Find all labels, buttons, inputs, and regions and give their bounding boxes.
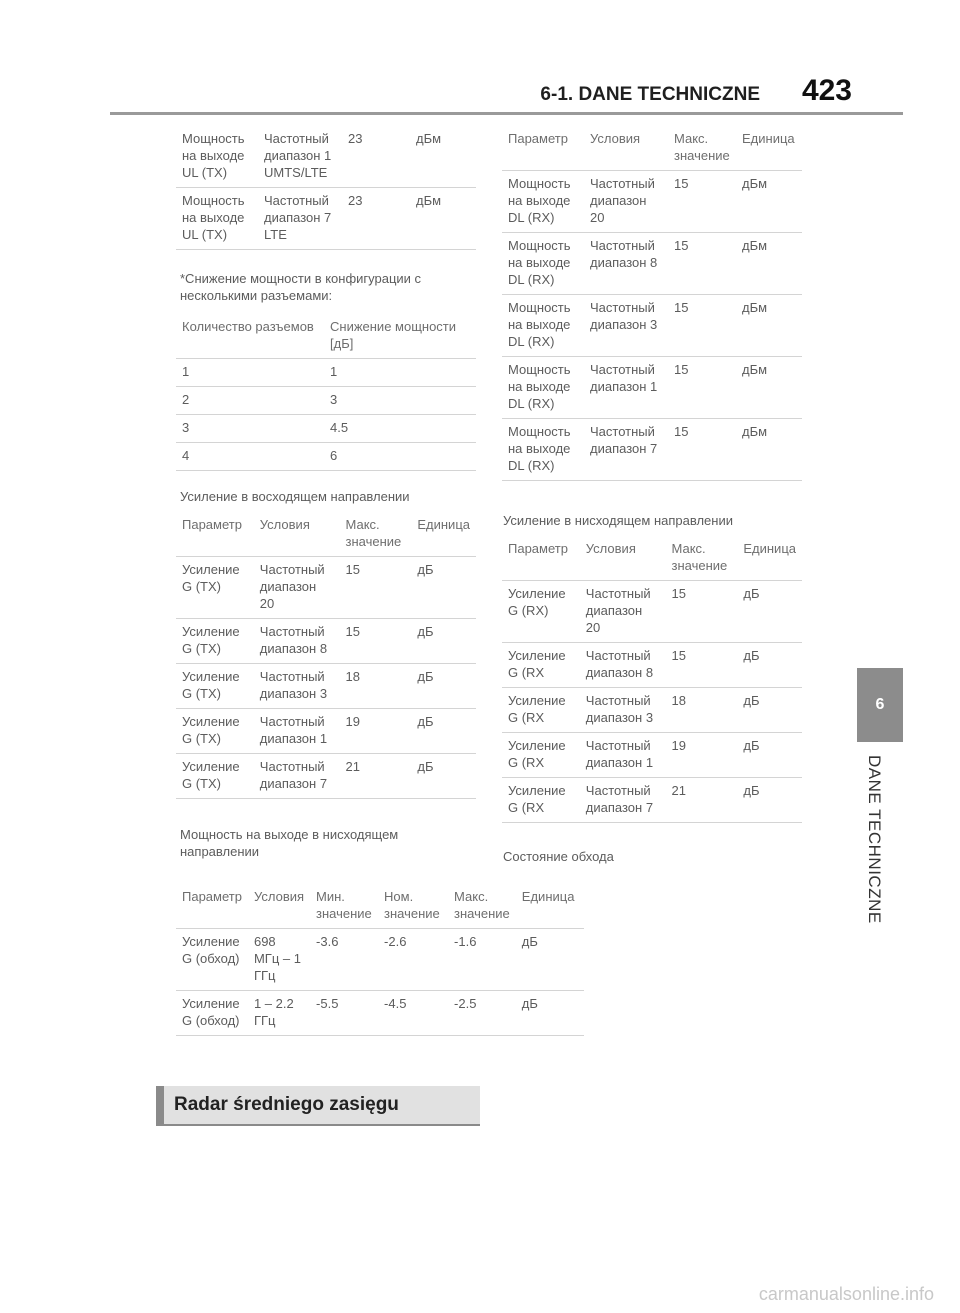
chapter-label: DANE TECHNICZNE — [865, 755, 884, 924]
chapter-number: 6 — [875, 696, 885, 713]
table-cell: Усиление G (TX) — [176, 709, 254, 754]
table-header-row — [502, 536, 802, 581]
column-header: Макс. значение — [448, 884, 516, 929]
table-cell: 698 МГц – 1 ГГц — [248, 929, 310, 991]
column-header: Условия — [248, 884, 310, 929]
section-heading-box — [156, 1086, 480, 1126]
table-cell: Усиление G (TX) — [176, 664, 254, 709]
table-row — [502, 419, 802, 481]
section-heading: Radar średniego zasięgu — [174, 1094, 399, 1115]
column-header: Единица — [516, 884, 584, 929]
table-cell: дБм — [410, 126, 476, 188]
column-header: Единица — [737, 536, 802, 581]
table-cell: Мощность на выходе UL (TX) — [176, 188, 258, 250]
table-cell: 15 — [665, 581, 737, 643]
table-cell: дБм — [736, 295, 802, 357]
page-number: 423 — [801, 74, 852, 107]
table-cell: Частотный диапазон 1 — [584, 357, 668, 419]
column-header: Единица — [736, 126, 802, 171]
table-header-row — [176, 512, 476, 557]
bypass-title: Состояние обхода — [503, 849, 614, 864]
table-row — [176, 359, 476, 387]
table-cell: дБм — [736, 171, 802, 233]
table-row — [502, 581, 802, 643]
column-header: Единица — [411, 512, 476, 557]
table-cell: 19 — [665, 733, 737, 778]
table-cell: Частотный диапазон 20 — [580, 581, 666, 643]
table-cell: дБ — [411, 754, 476, 799]
table-cell: 15 — [668, 233, 736, 295]
table-header-row — [502, 126, 802, 171]
downlink-gain-table — [502, 536, 802, 823]
reduction-note: *Снижение мощности в конфигурации с несколькими разъемами: — [180, 271, 422, 303]
table-cell: -3.6 — [310, 929, 378, 991]
table-cell: Усиление G (TX) — [176, 754, 254, 799]
column-header: Количество разъемов — [176, 314, 324, 359]
table-cell: дБм — [736, 419, 802, 481]
table-row — [176, 443, 476, 471]
table-cell: Частотный диапазон 7 — [254, 754, 340, 799]
table-cell: 15 — [668, 295, 736, 357]
table-cell: 23 — [342, 188, 410, 250]
heading-accent-bar — [156, 1086, 164, 1124]
table-cell: Частотный диапазон 7 LTE — [258, 188, 342, 250]
table-cell: дБ — [411, 709, 476, 754]
column-header: Параметр — [176, 512, 254, 557]
table-cell: Частотный диапазон 8 — [580, 643, 666, 688]
table-cell: Частотный диапазон 3 — [580, 688, 666, 733]
table-cell: Частотный диапазон 7 — [580, 778, 666, 823]
table-cell: -2.5 — [448, 991, 516, 1036]
table-cell: 15 — [339, 619, 411, 664]
table-row — [502, 357, 802, 419]
table-row — [176, 415, 476, 443]
table-cell: -2.6 — [378, 929, 448, 991]
table-row — [176, 619, 476, 664]
table-cell: 4 — [176, 443, 324, 471]
table-cell: дБм — [410, 188, 476, 250]
table-row — [176, 387, 476, 415]
column-header: Макс. значение — [665, 536, 737, 581]
column-header: Макс. значение — [668, 126, 736, 171]
header-divider — [110, 112, 903, 115]
table-row — [176, 557, 476, 619]
table-row — [176, 754, 476, 799]
uplink-gain-title: Усиление в восходящем направлении — [180, 489, 410, 504]
table-cell: Мощность на выходе DL (RX) — [502, 357, 584, 419]
table-cell: дБ — [411, 619, 476, 664]
table-cell: Усиление G (RX — [502, 778, 580, 823]
connector-reduction-table — [176, 314, 476, 471]
table-cell: дБ — [737, 733, 802, 778]
table-cell: 3 — [324, 387, 476, 415]
table-cell: Мощность на выходе DL (RX) — [502, 295, 584, 357]
downlink-power-table — [502, 126, 802, 481]
table-cell: 1 — [324, 359, 476, 387]
table-cell: 6 — [324, 443, 476, 471]
column-header: Условия — [254, 512, 340, 557]
table-cell: Частотный диапазон 20 — [254, 557, 340, 619]
table-cell: 2 — [176, 387, 324, 415]
table-cell: дБ — [516, 991, 584, 1036]
table-cell: дБм — [736, 357, 802, 419]
table-cell: Усиление G (RX — [502, 688, 580, 733]
table-cell: 1 — [176, 359, 324, 387]
table-row — [502, 295, 802, 357]
uplink-power-table — [176, 126, 476, 250]
table-cell: Частотный диапазон 3 — [254, 664, 340, 709]
table-cell: Усиление G (обход) — [176, 991, 248, 1036]
table-cell: дБ — [737, 688, 802, 733]
table-cell: Усиление G (TX) — [176, 557, 254, 619]
table-cell: 3 — [176, 415, 324, 443]
table-cell: Усиление G (RX — [502, 643, 580, 688]
table-cell: -4.5 — [378, 991, 448, 1036]
downlink-power-title: Мощность на выходе в нисходящем направлении — [180, 827, 399, 859]
table-cell: 18 — [339, 664, 411, 709]
table-row — [502, 733, 802, 778]
table-cell: Усиление G (RX) — [502, 581, 580, 643]
column-header: Параметр — [502, 536, 580, 581]
table-cell: дБм — [736, 233, 802, 295]
table-cell: Частотный диапазон 20 — [584, 171, 668, 233]
table-cell: дБ — [737, 581, 802, 643]
table-cell: дБ — [411, 557, 476, 619]
table-row — [502, 643, 802, 688]
table-row — [502, 778, 802, 823]
table-cell: Усиление G (RX — [502, 733, 580, 778]
table-cell: 1 – 2.2 ГГц — [248, 991, 310, 1036]
table-cell: 15 — [668, 419, 736, 481]
table-cell: -5.5 — [310, 991, 378, 1036]
watermark: carmanualsonline.info — [758, 1284, 934, 1304]
column-header: Условия — [580, 536, 666, 581]
table-row — [176, 664, 476, 709]
downlink-gain-title: Усиление в нисходящем направлении — [503, 513, 733, 528]
table-cell: 15 — [339, 557, 411, 619]
column-header: Макс. значение — [339, 512, 411, 557]
column-header: Ном. значение — [378, 884, 448, 929]
section-title: 6-1. DANE TECHNICZNE — [540, 84, 760, 105]
column-header: Снижение мощности [дБ] — [324, 314, 476, 359]
table-cell: дБ — [737, 643, 802, 688]
chapter-tab — [857, 668, 903, 742]
table-cell: Частотный диапазон 1 — [254, 709, 340, 754]
uplink-gain-table — [176, 512, 476, 799]
table-cell: 15 — [668, 171, 736, 233]
table-row — [176, 126, 476, 188]
table-row — [502, 233, 802, 295]
table-cell: -1.6 — [448, 929, 516, 991]
table-cell: дБ — [411, 664, 476, 709]
column-header: Мин. значение — [310, 884, 378, 929]
table-cell: Частотный диапазон 8 — [584, 233, 668, 295]
table-cell: Мощность на выходе DL (RX) — [502, 171, 584, 233]
page-header — [0, 0, 960, 116]
table-cell: 4.5 — [324, 415, 476, 443]
bypass-table — [176, 884, 584, 1036]
column-header: Параметр — [176, 884, 248, 929]
table-header-row — [176, 884, 584, 929]
table-cell: Мощность на выходе UL (TX) — [176, 126, 258, 188]
table-cell: Усиление G (обход) — [176, 929, 248, 991]
table-cell: 23 — [342, 126, 410, 188]
column-header: Параметр — [502, 126, 584, 171]
table-cell: 18 — [665, 688, 737, 733]
table-cell: Частотный диапазон 1 UMTS/LTE — [258, 126, 342, 188]
table-cell: 21 — [665, 778, 737, 823]
table-cell: 21 — [339, 754, 411, 799]
table-cell: Частотный диапазон 8 — [254, 619, 340, 664]
table-cell: 15 — [665, 643, 737, 688]
table-cell: Частотный диапазон 1 — [580, 733, 666, 778]
table-row — [176, 188, 476, 250]
table-cell: 15 — [668, 357, 736, 419]
table-cell: Мощность на выходе DL (RX) — [502, 233, 584, 295]
column-header: Условия — [584, 126, 668, 171]
table-cell: Мощность на выходе DL (RX) — [502, 419, 584, 481]
table-row — [176, 929, 584, 991]
table-cell: Усиление G (TX) — [176, 619, 254, 664]
table-row — [502, 171, 802, 233]
table-cell: Частотный диапазон 7 — [584, 419, 668, 481]
table-header-row — [176, 314, 476, 359]
table-row — [176, 991, 584, 1036]
table-row — [176, 709, 476, 754]
table-cell: дБ — [737, 778, 802, 823]
table-cell: 19 — [339, 709, 411, 754]
table-row — [502, 688, 802, 733]
table-cell: Частотный диапазон 3 — [584, 295, 668, 357]
table-cell: дБ — [516, 929, 584, 991]
